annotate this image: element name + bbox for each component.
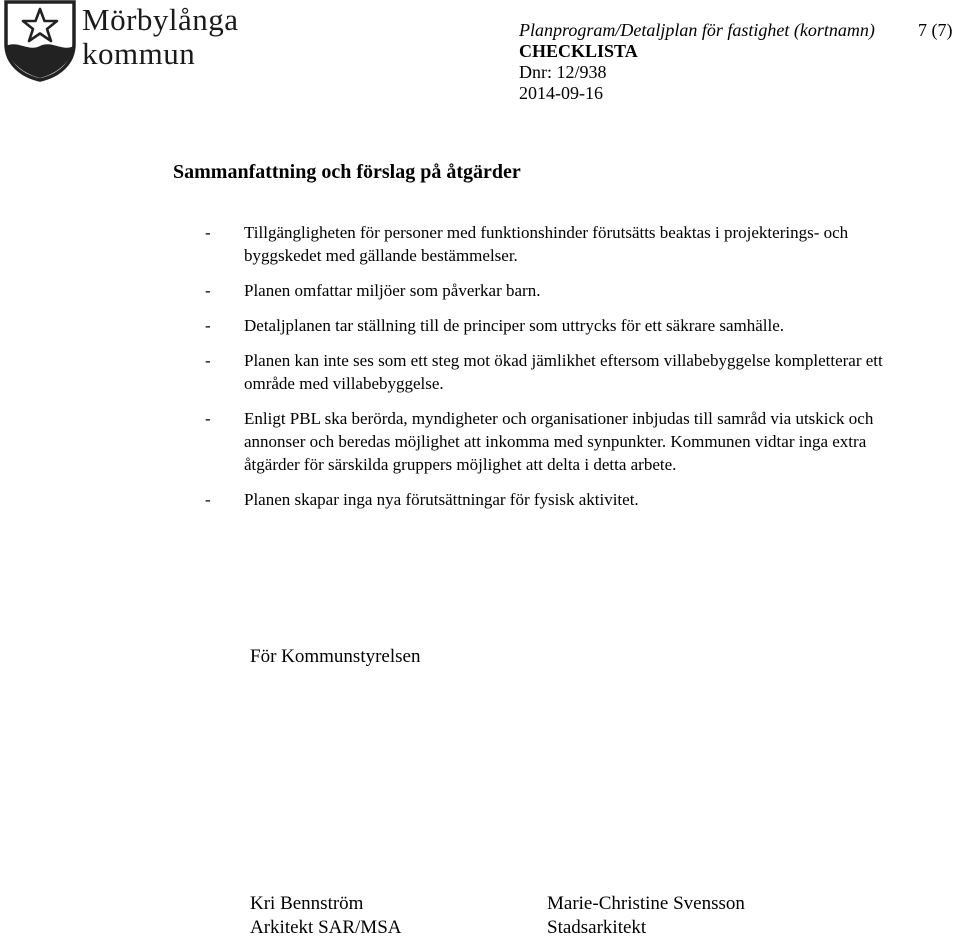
municipality-logo (2, 0, 252, 84)
list-item (205, 314, 905, 337)
signature-heading: För Kommunstyrelsen (250, 646, 421, 667)
signature-block-1 (250, 892, 402, 940)
list-item (205, 407, 905, 476)
list-dash: - (205, 490, 211, 509)
document-header (519, 20, 875, 104)
list-item-text: Planen kan inte ses som ett steg mot ökad jämlikhet eftersom villabebyggelse kompletterar ett område med villabebyggelse. (244, 351, 883, 393)
signer-name: Marie-Christine Svensson (547, 893, 745, 914)
list-item-text: Detaljplanen tar ställning till de principer som uttrycks för ett säkrare samhälle. (244, 316, 785, 335)
list-item (205, 279, 905, 302)
list-dash: - (205, 409, 211, 428)
list-dash: - (205, 351, 211, 370)
signer-role: Stadsarkitekt (547, 917, 647, 938)
list-item (205, 349, 905, 395)
logo-text-line2: kommun (82, 36, 196, 71)
list-item-text: Enligt PBL ska berörda, myndigheter och organisationer inbjudas till samråd via utskick och annonser och beredas möjlighet att inkomma med synpunkter. Kommunen vidtar inga extra åtgärder för särskilda gruppers möjlighet att delta i detta arbete. (244, 409, 874, 474)
checklist-label: CHECKLISTA (519, 41, 638, 61)
signer-role: Arkitekt SAR/MSA (250, 917, 402, 938)
list-dash: - (205, 316, 211, 335)
document-title: Planprogram/Detaljplan för fastighet (kortnamn) (519, 20, 875, 40)
list-item (205, 221, 905, 267)
list-dash: - (205, 281, 211, 300)
document-date: 2014-09-16 (519, 83, 603, 103)
list-dash: - (205, 223, 211, 242)
list-item-text: Planen skapar inga nya förutsättningar för fysisk aktivitet. (244, 490, 639, 509)
section-title: Sammanfattning och förslag på åtgärder (173, 161, 521, 183)
list-item-text: Tillgängligheten för personer med funktionshinder förutsätts beaktas i projekterings- och byggskedet med gällande bestämmelser. (244, 223, 849, 265)
page-number: 7 (7) (918, 20, 953, 40)
list-item-text: Planen omfattar miljöer som påverkar barn. (244, 281, 541, 300)
logo-text-line1: Mörbylånga (82, 2, 239, 37)
signature-block-2 (547, 892, 745, 940)
diary-number: Dnr: 12/938 (519, 62, 607, 82)
coat-of-arms-icon (2, 0, 78, 82)
signer-name: Kri Bennström (250, 893, 364, 914)
list-item (205, 488, 905, 511)
action-list (205, 221, 905, 523)
